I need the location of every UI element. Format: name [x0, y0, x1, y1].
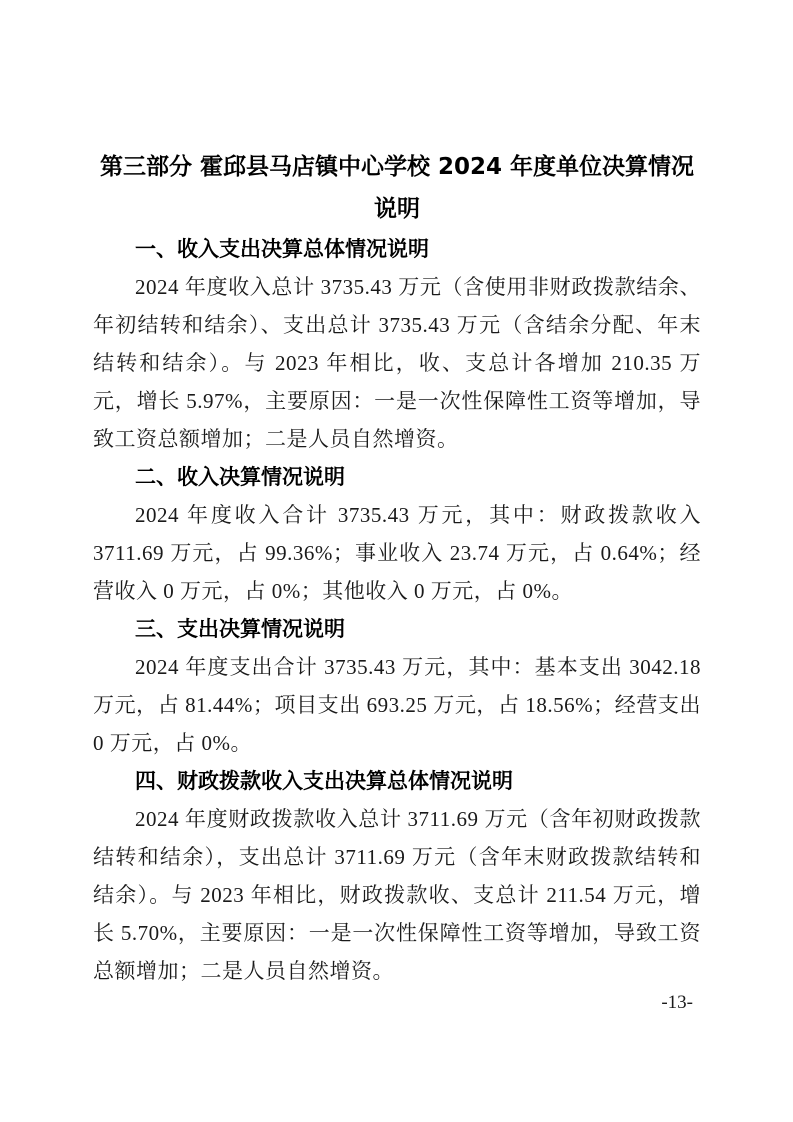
section-income-detail	[93, 458, 701, 610]
section-paragraph-2: 2024 年度收入合计 3735.43 万元，其中：财政拨款收入 3711.69 万元，占 99.36%；事业收入 23.74 万元，占 0.64%；经营收入 0 万元，占 0%；其他收入 0 万元，占 0%。	[93, 503, 701, 603]
section-heading-2: 二、收入决算情况说明	[135, 465, 345, 489]
section-paragraph-3: 2024 年度支出合计 3735.43 万元，其中：基本支出 3042.18 万元，占 81.44%；项目支出 693.25 万元，占 18.56%；经营支出 0 万元，占 0%。	[93, 655, 701, 755]
section-heading-4: 四、财政拨款收入支出决算总体情况说明	[135, 769, 513, 793]
document-content	[93, 146, 701, 990]
section-fiscal-appropriation-overview	[93, 762, 701, 990]
section-paragraph-4: 2024 年度财政拨款收入总计 3711.69 万元（含年初财政拨款结转和结余），支出总计 3711.69 万元（含年末财政拨款结转和结余）。与 2023 年相比，财政拨款收、支总计 211.54 万元，增长 5.70%，主要原因：一是一次性保障性工资等增加，导致工资总额增加；二是人员自然增资。	[93, 807, 701, 983]
page-number: -13-	[661, 992, 693, 1013]
section-paragraph-1: 2024 年度收入总计 3735.43 万元（含使用非财政拨款结余、年初结转和结余）、支出总计 3735.43 万元（含结余分配、年末结转和结余）。与 2023 年相比，收、支总计各增加 210.35 万元，增长 5.97%，主要原因：一是一次性保障性工资等增加，导致工资总额增加；二是人员自然增资。	[93, 275, 701, 451]
section-expenditure-detail	[93, 610, 701, 762]
document-title: 第三部分 霍邱县马店镇中心学校 2024 年度单位决算情况说明	[99, 154, 695, 222]
section-income-expenditure-overview	[93, 230, 701, 458]
section-heading-1: 一、收入支出决算总体情况说明	[135, 237, 429, 261]
section-heading-3: 三、支出决算情况说明	[135, 617, 345, 641]
